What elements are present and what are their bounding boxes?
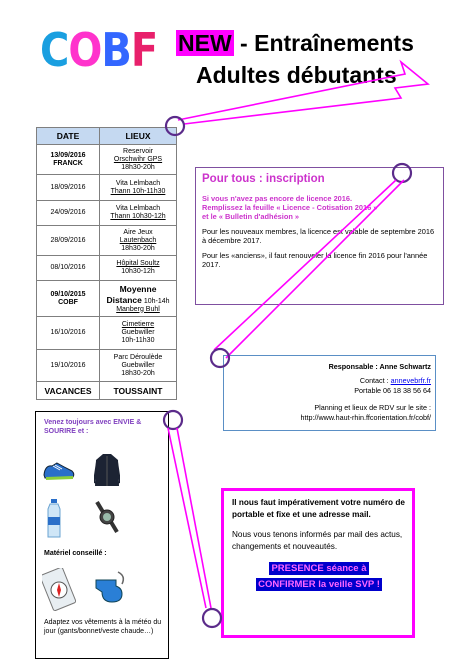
info-by-mail: Nous vous tenons informés par mail des actus, changements et nouveautés.: [232, 530, 403, 551]
circle-marker-table: [166, 117, 184, 135]
lieu-cell: Moyenne Distance 10h-14h Manberg Buhl: [100, 281, 177, 317]
date-cell: 19/10/2016: [37, 350, 100, 382]
circle-marker-rightbox: [203, 609, 221, 627]
lieu-cell: Reservoir Orschwihr GPS 18h30-20h: [100, 145, 177, 175]
inscription-new-members: Pour les nouveaux membres, la licence est valable de septembre 2016 à décembre 2017.: [202, 227, 435, 245]
phone-email-required: Il nous faut impérativement votre numéro de portable et fixe et une adresse mail.: [232, 498, 405, 519]
circle-marker-leftbox: [164, 411, 182, 429]
date-cell: 13/09/2016 FRANCK: [37, 145, 100, 175]
date-cell: 18/09/2016: [37, 175, 100, 201]
date-cell: 09/10/2015 COBF: [37, 281, 100, 317]
lieu-cell: Aire Jeux Lautenbach 18h30-20h: [100, 226, 177, 256]
header-date: DATE: [37, 128, 100, 145]
lieu-cell: Hôpital Soultz 10h30-12h: [100, 256, 177, 281]
connector-line-inscription-2: [226, 180, 404, 358]
arrow-title-connector: [178, 62, 428, 124]
title-entrainements: - Entraînements: [233, 30, 414, 56]
title-line-2: Adultes débutants: [196, 62, 397, 88]
planning-line: Planning et lieux de RDV sur le site :: [314, 403, 431, 412]
lieu-cell: Cimetierre Guebwiller 10h-11h30: [100, 317, 177, 350]
lieu-cell: Vita Lelmbach Thann 10h30-12h: [100, 201, 177, 226]
presence-line-1: PRESENCE séance à: [271, 563, 367, 574]
connector-line-leftbox: [177, 428, 211, 608]
responsable-label: Responsable : Anne Schwartz: [328, 362, 431, 371]
lieu-cell: Parc Déroulède Guebwiller 18h30-20h: [100, 350, 177, 382]
adapt-clothing-text: Adaptez vos vêtements à la météo du jour (gants/bonnet/veste chaude…): [44, 619, 162, 635]
materiel-label: Matériel conseillé :: [44, 550, 107, 557]
logo-letter-o: O: [68, 24, 102, 78]
date-cell: 08/10/2016: [37, 256, 100, 281]
connector-line-inscription: [214, 180, 396, 350]
inscription-renewal: Pour les «anciens», il faut renouveler la licence fin 2016 pour l'année 2017.: [202, 251, 428, 269]
toussaint-cell: TOUSSAINT: [100, 382, 177, 400]
contact-line: Contact : annevebrfr.fr: [359, 376, 431, 385]
header-lieux: LIEUX: [100, 128, 177, 145]
logo-letter-f: F: [130, 24, 158, 78]
logo-letter-b: B: [101, 24, 131, 78]
connector-line-leftbox-2: [168, 428, 206, 608]
new-badge: NEW: [178, 30, 232, 56]
date-cell: 28/09/2016: [37, 226, 100, 256]
circle-marker-inscription: [393, 164, 411, 182]
logo-letter-c: C: [40, 24, 69, 78]
vacances-cell: VACANCES: [37, 382, 100, 400]
email-link[interactable]: annevebrfr.fr: [390, 376, 431, 385]
lieu-cell: Vita Lelmbach Thann 10h-11h30: [100, 175, 177, 201]
date-cell: 16/10/2016: [37, 317, 100, 350]
presence-line-2: CONFIRMER la veille SVP !: [258, 579, 380, 590]
inscription-instructions: Si vous n'avez pas encore de licence 2016. Remplissez la feuille « Licence - Cotisation 2016 » et le « Bulletin d'adhésion »: [202, 194, 378, 221]
portable-line: Portable 06 18 38 56 64: [354, 386, 431, 395]
equipment-intro: Venez toujours avec ENVIE & SOURIRE et :: [44, 419, 142, 435]
inscription-heading: Pour tous : inscription: [202, 173, 325, 185]
site-url[interactable]: http://www.haut-rhin.ffcorientation.fr/cobf/: [300, 413, 431, 422]
date-cell: 24/09/2016: [37, 201, 100, 226]
